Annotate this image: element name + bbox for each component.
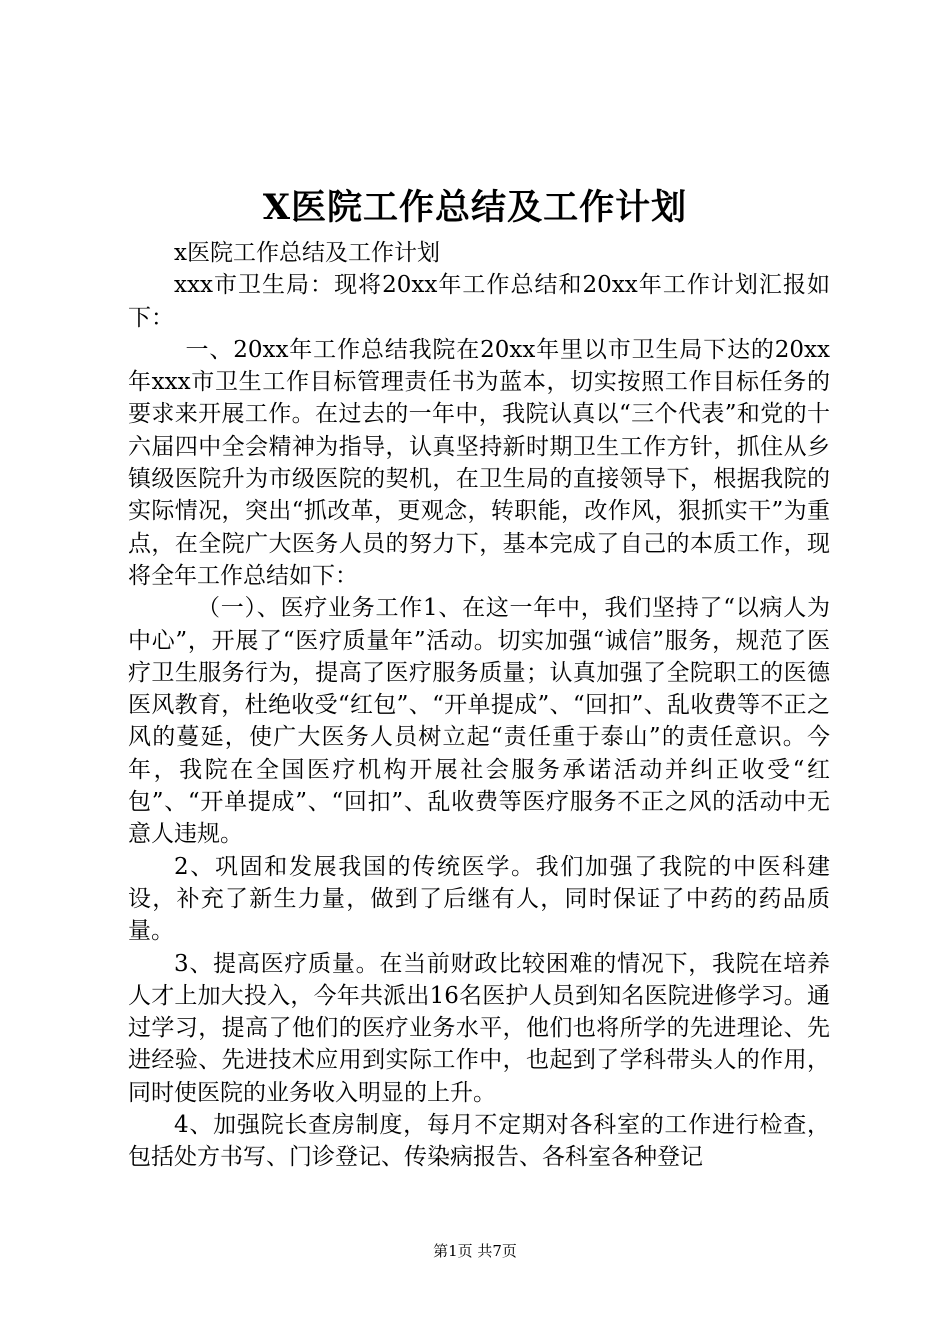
paragraph-salutation: xxx市卫生局：现将20xx年工作总结和20xx年工作计划汇报如下： [128, 272, 830, 331]
page-number-footer: 第1页 共7页 [433, 1242, 517, 1260]
paragraph-ward-rounds: 4、加强院长查房制度，每月不定期对各科室的工作进行检查，包括处方书写、门诊登记、传染病报告、各科室各种登记 [128, 1112, 830, 1171]
paragraph-medical-work: （一）、医疗业务工作1、在这一年中，我们坚持了“以病人为中心”，开展了“医疗质量年”活动。切实加强“诚信”服务，规范了医疗卫生服务行为，提高了医疗服务质量；认真加强了全院职工的医德医风教育，杜绝收受“红包”、“开单提成”、“回扣”、乱收费等不正之风的蔓延，使广大医务人员树立起“责任重于泰山”的责任意识。今年，我院在全国医疗机构开展社会服务承诺活动并纠正收受“红包”、“开单提成”、“回扣”、乱收费等医疗服务不正之风的活动中无意人违规。 [128, 595, 830, 848]
document-body [128, 237, 830, 1174]
paragraph-traditional-medicine: 2、巩固和发展我国的传统医学。我们加强了我院的中医科建设，补充了新生力量，做到了后继有人，同时保证了中药的药品质量。 [128, 853, 830, 945]
paragraph-summary-intro: 一、20xx年工作总结我院在20xx年里以市卫生局下达的20xx年xxx市卫生工作目标管理责任书为蓝本，切实按照工作目标任务的要求来开展工作。在过去的一年中，我院认真以“三个代表”和党的十六届四中全会精神为指导，认真坚持新时期卫生工作方针，抓住从乡镇级医院升为市级医院的契机，在卫生局的直接领导下，根据我院的实际情况，突出“抓改革，更观念，转职能，改作风，狠抓实干”为重点，在全院广大医务人员的努力下，基本完成了自己的本质工作，现将全年工作总结如下： [128, 336, 830, 589]
paragraph-medical-quality: 3、提高医疗质量。在当前财政比较困难的情况下，我院在培养人才上加大投入，今年共派出16名医护人员到知名医院进修学习。通过学习，提高了他们的医疗业务水平，他们也将所学的先进理论、先进经验、先进技术应用到实际工作中，也起到了学科带头人的作用，同时使医院的业务收入明显的上升。 [128, 950, 830, 1106]
paragraph-subtitle: x医院工作总结及工作计划 [174, 240, 440, 266]
document-title: X医院工作总结及工作计划 [262, 187, 688, 228]
